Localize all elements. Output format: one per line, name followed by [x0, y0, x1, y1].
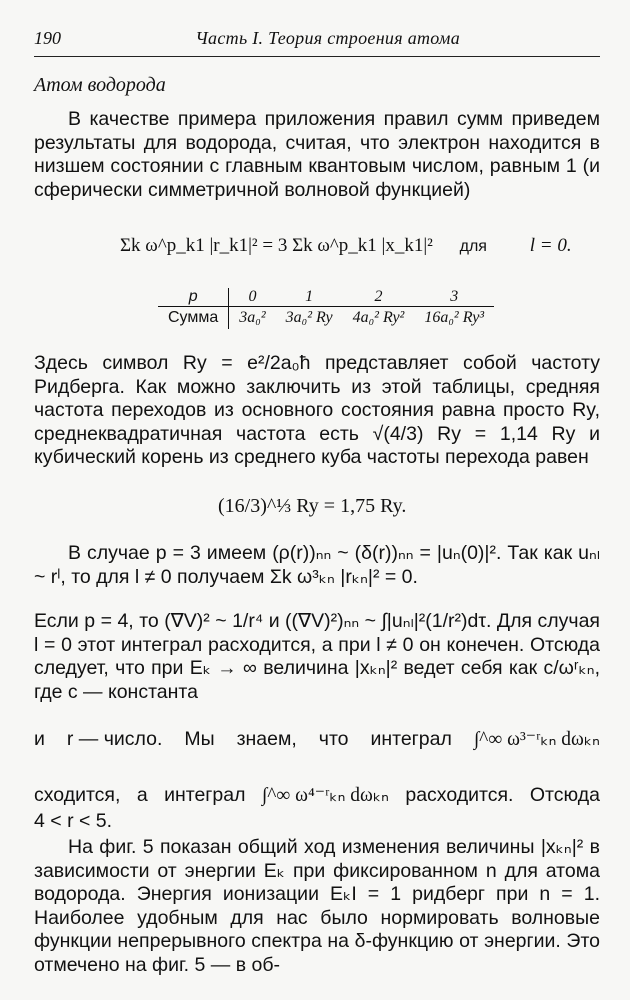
paragraph-3: В случае p = 3 имеем (ρ(r))ₙₙ ~ (δ(r))ₙₙ = |uₙ(0)|². Так как uₙₗ ~ rˡ, то для l ≠ 0 получаем Σk ω³ₖₙ |rₖₙ|² = 0. [34, 542, 600, 588]
table-header-cell: 2 [343, 288, 415, 307]
table-header-cell: 0 [229, 288, 276, 307]
table-row [158, 307, 494, 330]
table-cell: 3a₀² [239, 309, 266, 326]
p5-word: интеграл [370, 728, 452, 750]
p6-word: интеграл [164, 784, 246, 806]
p5-word: что [318, 728, 349, 750]
p5-word: знаем, [236, 728, 297, 750]
page-header [34, 28, 600, 49]
p6-word: а [136, 784, 148, 806]
table-header-label: p [158, 288, 229, 307]
integral-converges: ∫^∞ ω³⁻ʳₖₙ dωₖₙ [473, 729, 600, 750]
p5-word: и [34, 728, 45, 750]
sum-rule-table [158, 288, 494, 329]
paragraph-6-end: 4 < r < 5. [34, 810, 113, 832]
running-title: Часть I. Теория строения атома [195, 28, 460, 48]
paragraph-2: Здесь символ Ry = e²/2a₀ħ представляет собой частоту Ридберга. Как можно заключить из этой таблицы, средняя частота переходов из основного состояния равна просто Ry, среднеквадратичная частота есть √(4/3) Ry = 1,14 Ry и кубический корень из среднего куба частоты перехода равен [34, 352, 600, 468]
p5-word: Мы [184, 728, 215, 750]
table-header-row [158, 288, 494, 307]
integral-diverges: ∫^∞ ω⁴⁻ʳₖₙ dωₖₙ [261, 785, 389, 806]
table-cell: 4a₀² Ry² [352, 309, 405, 326]
p6-word: расходится. [405, 784, 514, 806]
table-header-cell: 1 [276, 288, 343, 307]
equation-sum-rule-lhs: Σk ω^p_k1 |r_k1|² = 3 Σk ω^p_k1 |x_k1|² [120, 235, 433, 256]
paragraph-1: В качестве примера приложения правил сумм приведем результаты для водорода, считая, что электрон находится в низшем состоянии с главным квантовым числом, равным 1 (и сферически симметричной волновой функцией) [34, 108, 600, 201]
equation-l-value: l = 0. [529, 235, 572, 256]
p6-word: сходится, [34, 784, 121, 806]
table-cell: 16a₀² Ry³ [424, 309, 485, 326]
p6-word: Отсюда [529, 784, 600, 806]
equation-sum-rule [120, 235, 572, 257]
equation-condition: для [459, 238, 487, 255]
paragraph-5-line [34, 728, 600, 752]
page-number: 190 [34, 28, 61, 48]
paragraph-7: На фиг. 5 показан общий ход изменения величины |xₖₙ|² в зависимости от энергии Eₖ при фиксированном n для атома водорода. Энергия ионизации EₖI = 1 ридберг при n = 1. Наиболее удобным для нас было нормировать волновые функции непрерывного спектра на δ-функцию от энергии. Это отмечено на фиг. 5 — в об- [34, 836, 600, 976]
equation-cube-root: (16/3)^⅓ Ry = 1,75 Ry. [218, 495, 407, 517]
paragraph-6-line [34, 784, 600, 808]
table-cell: 3a₀² Ry [285, 309, 333, 326]
p5-word: r — число. [66, 728, 163, 750]
paragraph-4: Если p = 4, то (∇V)² ~ 1/r⁴ и ((∇V)²)ₙₙ ~ ∫|uₙₗ|²(1/r²)dτ. Для случая l = 0 этот интеграл расходится, а при l ≠ 0 он конечен. Отсюда следует, что при Eₖ → ∞ величина |xₖₙ|² ведет себя как c/ωʳₖₙ, где c — константа [34, 610, 600, 703]
table-header-cell: 3 [414, 288, 494, 307]
table-row-label: Сумма [158, 307, 229, 330]
header-rule [34, 56, 600, 57]
section-title: Атом водорода [34, 74, 166, 96]
